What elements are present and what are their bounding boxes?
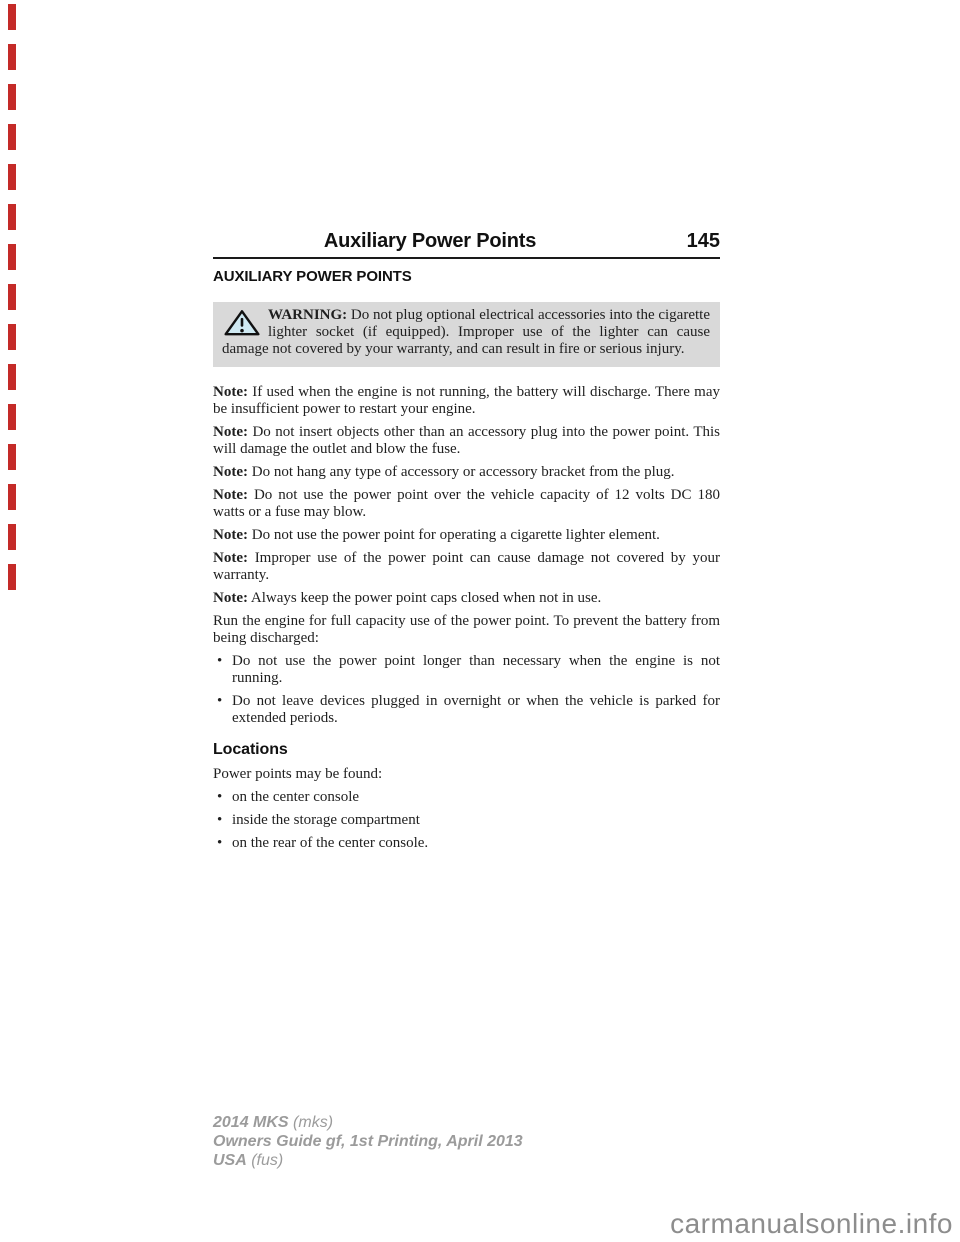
list-item-text: on the center console <box>232 789 360 805</box>
bullet-marker: • <box>217 693 223 709</box>
warning-text <box>222 307 710 358</box>
note-label: Note: <box>213 424 248 440</box>
note-text: If used when the engine is not running, the battery will discharge. There may be insufficient power to restart your engine. <box>213 384 720 417</box>
footer-line-bold: 2014 MKS <box>213 1114 289 1131</box>
footer-line <box>213 1113 523 1132</box>
note-paragraph <box>213 424 720 458</box>
footer-line-bold: Owners Guide gf, 1st Printing, April 2013 <box>213 1133 523 1150</box>
section-heading: AUXILIARY POWER POINTS <box>213 268 412 285</box>
warning-label: WARNING: <box>268 307 348 323</box>
footer-line <box>213 1151 523 1170</box>
body-paragraph: Run the engine for full capacity use of the power point. To prevent the battery from being discharged: <box>213 613 720 646</box>
note-label: Note: <box>213 527 248 543</box>
footer-credits <box>213 1113 523 1170</box>
footer-line-regular: (mks) <box>288 1114 334 1131</box>
note-paragraph <box>213 384 720 418</box>
note-label: Note: <box>213 487 248 503</box>
page-edge-marks <box>8 4 16 602</box>
page-number: 145 <box>686 230 720 252</box>
note-label: Note: <box>213 384 248 400</box>
list-item-text: on the rear of the center console. <box>232 835 429 851</box>
warning-body: Do not plug optional electrical accessories into the cigarette lighter socket (if equipped). Improper use of the lighter can cause damage not covered by your warranty, and can result in fire or serious injury. <box>222 307 710 357</box>
note-paragraph <box>213 464 720 481</box>
note-paragraph <box>213 590 720 607</box>
list-item-text: Do not leave devices plugged in overnight or when the vehicle is parked for extended periods. <box>232 693 720 726</box>
note-label: Note: <box>213 550 248 566</box>
page-title: Auxiliary Power Points <box>323 230 537 252</box>
footer-line <box>213 1132 523 1151</box>
list-item <box>213 693 720 727</box>
footer-line-bold: USA <box>213 1152 247 1169</box>
note-paragraph <box>213 550 720 584</box>
watermark: carmanualsonline.info <box>670 1208 953 1239</box>
list-item <box>213 835 720 852</box>
note-paragraph <box>213 487 720 521</box>
note-paragraph <box>213 527 720 544</box>
list-item-text: inside the storage compartment <box>232 812 420 828</box>
body-content <box>213 384 720 858</box>
bullet-marker: • <box>217 812 223 828</box>
footer-line-regular: (fus) <box>246 1152 284 1169</box>
warning-box <box>213 302 720 367</box>
locations-heading: Locations <box>213 741 288 758</box>
list-item <box>213 789 720 806</box>
list-item-text: Do not use the power point longer than necessary when the engine is not running. <box>232 653 720 686</box>
note-text: Do not use the power point for operating a cigarette lighter element. <box>247 527 660 543</box>
note-label: Note: <box>213 464 248 480</box>
note-label: Note: <box>213 590 248 606</box>
note-text: Do not use the power point over the vehicle capacity of 12 volts DC 180 watts or a fuse may blow. <box>213 487 720 520</box>
note-text: Do not hang any type of accessory or accessory bracket from the plug. <box>247 464 675 480</box>
note-text: Improper use of the power point can cause damage not covered by your warranty. <box>213 550 720 583</box>
bullet-marker: • <box>217 789 223 805</box>
list-item <box>213 812 720 829</box>
bullet-marker: • <box>217 653 223 669</box>
bullet-marker: • <box>217 835 223 851</box>
note-text: Always keep the power point caps closed when not in use. <box>247 590 602 606</box>
warning-triangle-icon <box>222 309 262 337</box>
header-rule <box>213 257 720 259</box>
note-text: Do not insert objects other than an accessory plug into the power point. This will damage the outlet and blow the fuse. <box>213 424 720 457</box>
list-item <box>213 653 720 687</box>
locations-intro: Power points may be found: <box>213 766 383 782</box>
